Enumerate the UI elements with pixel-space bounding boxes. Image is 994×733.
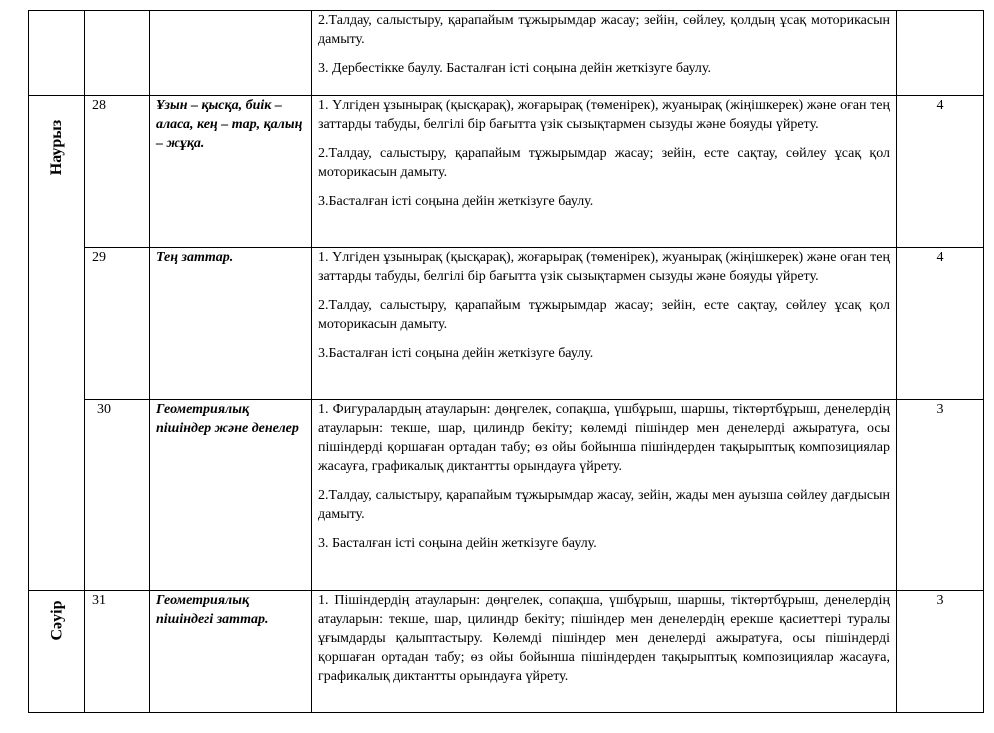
table-row: [29, 11, 984, 96]
goal-item: 2.Талдау, салыстыру, қарапайым тұжырымдар жасау; зейін, есте сақтау, сөйлеу ұсақ қол моторикасын дамыту.: [318, 146, 890, 180]
lesson-topic: Тең заттар.: [150, 248, 312, 400]
month-label-march: Наурыз: [48, 119, 66, 176]
table-row: [29, 591, 984, 713]
lesson-goals: [312, 11, 897, 96]
month-cell: [29, 11, 85, 96]
month-label-april: Сәуір: [48, 600, 66, 641]
table-row: [29, 248, 984, 400]
lesson-goals: [312, 96, 897, 248]
lesson-number: 29: [85, 248, 150, 400]
lesson-goals: [312, 591, 897, 713]
goal-item: 3.Басталған істі соңына дейін жеткізуге баулу.: [318, 346, 594, 361]
goal-item: 3.Басталған істі соңына дейін жеткізуге баулу.: [318, 194, 594, 209]
goal-item: 2.Талдау, салыстыру, қарапайым тұжырымдар жасау, зейін, жады мен ауызша сөйлеу дағдысын дамыту.: [318, 488, 890, 522]
goal-item: 1. Үлгіден ұзынырақ (қысқарақ), жоғарырақ (төменірек), жуанырақ (жіңішкерек) және оған тең заттарды табуды, белгілі бір бағытта үзік сызықтармен сызуды және бояуды үйрету.: [318, 250, 890, 284]
goal-item: 2.Талдау, салыстыру, қарапайым тұжырымдар жасау; зейін, сөйлеу, қолдың ұсақ моторикасын дамыту.: [318, 13, 890, 47]
goal-item: 2.Талдау, салыстыру, қарапайым тұжырымдар жасау; зейін, есте сақтау, сөйлеу ұсақ қол моторикасын дамыту.: [318, 298, 890, 332]
table-row: [29, 400, 984, 591]
lesson-number: 30: [85, 400, 150, 591]
lesson-number: [85, 11, 150, 96]
lesson-topic: Геометриялық пішіндер және денелер: [150, 400, 312, 591]
goal-item: 1. Үлгіден ұзынырақ (қысқарақ), жоғарырақ (төменірек), жуанырақ (жіңішкерек) және оған тең заттарды табуды, белгілі бір бағытта үзік сызықтармен сызуды және бояуды үйрету.: [318, 98, 890, 132]
lesson-hours: 4: [897, 248, 984, 400]
lesson-hours: 3: [897, 591, 984, 713]
lesson-goals: [312, 400, 897, 591]
lesson-plan-table: [28, 10, 984, 713]
goal-item: 1. Фигуралардың атауларын: дөңгелек, сопақша, үшбұрыш, шаршы, тіктөртбұрыш, денелердің атауларын: текше, шар, цилиндр бекіту; көлемді пішіндер мен денелерді ажыратуға, осы пішіндерді қоршаған ортадан табу; өз ойы бойынша пішіндерден тақырыптық композициялар жасауға, графикалық диктантты орындауға үйрету.: [318, 402, 890, 474]
lesson-number: 31: [85, 591, 150, 713]
lesson-topic: Ұзын – қысқа, биік – аласа, кең – тар, қалың – жұқа.: [150, 96, 312, 248]
month-cell-april: [29, 591, 85, 713]
lesson-goals: [312, 248, 897, 400]
goal-item: 3. Дербестікке баулу. Басталған істі соңына дейін жеткізуге баулу.: [318, 61, 712, 76]
table-row: [29, 96, 984, 248]
lesson-hours: 4: [897, 96, 984, 248]
month-cell-march: [29, 96, 85, 591]
lesson-hours: [897, 11, 984, 96]
goal-item: 3. Басталған істі соңына дейін жеткізуге баулу.: [318, 536, 597, 551]
lesson-topic: Геометриялық пішіндегі заттар.: [150, 591, 312, 713]
goal-item: 1. Пішіндердің атауларын: дөңгелек, сопақша, үшбұрыш, шаршы, тіктөртбұрыш, денелердің атауларын: текше, шар, цилиндр бекіту; пішіндер мен денелердің ерекше қасиеттері туралы ұғымдарды қалыптастыру. Көлемді пішіндер мен денелерді ажыратуға, осы пішіндерді қоршаған ортадан табу; өз ойы бойынша пішіндерден тақырыптық композициялар жасауға, графикалық диктантты орындауға үйрету.: [318, 593, 890, 684]
lesson-hours: 3: [897, 400, 984, 591]
lesson-number: 28: [85, 96, 150, 248]
lesson-topic: [150, 11, 312, 96]
